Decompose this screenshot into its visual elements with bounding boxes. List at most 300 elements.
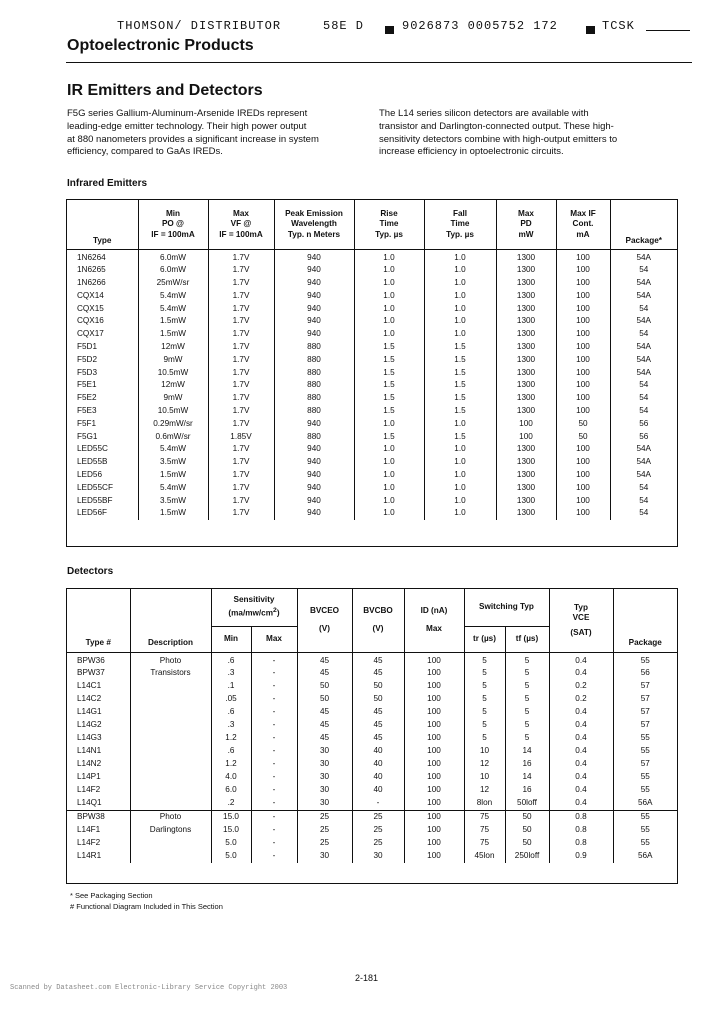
table-cell: 15.0 xyxy=(211,824,251,837)
emitter-row xyxy=(67,495,677,508)
table-cell: 0.4 xyxy=(549,771,613,784)
table-cell: 50 xyxy=(352,693,404,706)
table-cell: 45 xyxy=(352,719,404,732)
table-cell: 1.5mW xyxy=(138,469,208,482)
table-cell: 30 xyxy=(297,784,352,797)
col-sensitivity xyxy=(211,589,297,626)
table-cell: 1300 xyxy=(496,495,556,508)
table-cell: 10 xyxy=(464,771,505,784)
col-tr: tr (µs) xyxy=(464,626,505,652)
table-cell: 1.2 xyxy=(211,758,251,771)
sensitivity-label: Sensitivity xyxy=(233,595,275,605)
detector-row xyxy=(67,824,677,837)
table-cell: 1300 xyxy=(496,354,556,367)
table-cell: LED55C xyxy=(67,443,138,456)
bvcbo-label: BVCBO xyxy=(363,605,393,615)
detector-row xyxy=(67,745,677,758)
table-cell: Photo xyxy=(130,652,211,667)
table-cell: 50 xyxy=(297,680,352,693)
table-cell: Transistors xyxy=(130,667,211,680)
table-cell: 250loff xyxy=(505,850,549,863)
table-cell: 1.7V xyxy=(208,379,274,392)
table-cell: 1300 xyxy=(496,290,556,303)
table-cell: 1.5 xyxy=(354,354,424,367)
emitter-row xyxy=(67,443,677,456)
table-cell xyxy=(130,784,211,797)
table-cell: 100 xyxy=(556,379,610,392)
table-cell: 880 xyxy=(274,341,354,354)
table-cell: 55 xyxy=(640,655,650,665)
table-cell: 1.7V xyxy=(208,482,274,495)
detector-row xyxy=(67,784,677,797)
po-min-label: Min xyxy=(165,208,181,218)
table-cell: 45 xyxy=(297,719,352,732)
detectors-table-frame xyxy=(66,588,678,884)
table-cell: 54A xyxy=(636,457,652,467)
table-cell: LED55BF xyxy=(67,495,138,508)
table-cell: 54 xyxy=(639,380,649,390)
col-pd xyxy=(496,200,556,249)
header-numbers: 9026873 0005752 172 xyxy=(402,19,558,33)
rise-label-1: Rise xyxy=(380,208,398,218)
table-cell: 3.5mW xyxy=(138,456,208,469)
table-cell: 100 xyxy=(404,771,464,784)
table-cell: 5 xyxy=(505,706,549,719)
table-cell xyxy=(130,680,211,693)
table-cell: 54 xyxy=(639,329,649,339)
table-cell: - xyxy=(251,745,297,758)
header-tag: TCSK xyxy=(602,19,635,33)
table-cell: 100 xyxy=(556,341,610,354)
table-cell: 54 xyxy=(639,495,649,505)
emitters-title: Infrared Emitters xyxy=(67,178,148,189)
table-cell: 25 xyxy=(297,810,352,823)
table-cell: 1300 xyxy=(496,392,556,405)
table-cell: 1300 xyxy=(496,469,556,482)
table-cell: 1.5 xyxy=(354,367,424,380)
table-cell: 0.4 xyxy=(549,706,613,719)
emitters-header-row xyxy=(67,200,677,249)
table-cell: 100 xyxy=(556,328,610,341)
table-cell: BPW38 xyxy=(67,810,130,823)
table-cell: 100 xyxy=(556,443,610,456)
table-cell: 5 xyxy=(505,693,549,706)
table-cell: 6.0 xyxy=(211,784,251,797)
table-cell: 1300 xyxy=(496,443,556,456)
detectors-table xyxy=(67,589,677,863)
table-cell: - xyxy=(251,758,297,771)
col-description: Description xyxy=(130,589,211,652)
table-cell: 5 xyxy=(505,667,549,680)
table-cell: 1.5 xyxy=(424,341,496,354)
col-fall xyxy=(424,200,496,249)
col-peak xyxy=(274,200,354,249)
table-cell: CQX17 xyxy=(67,328,138,341)
table-cell: 100 xyxy=(556,507,610,520)
table-cell: 25 xyxy=(297,837,352,850)
table-cell: L14P1 xyxy=(67,771,130,784)
table-cell: 1300 xyxy=(496,328,556,341)
col-type: Type xyxy=(67,200,138,249)
table-cell: 1.0 xyxy=(354,328,424,341)
table-cell: 1300 xyxy=(496,507,556,520)
table-cell: 100 xyxy=(404,850,464,863)
table-cell: LED56F xyxy=(67,507,138,520)
table-cell: 940 xyxy=(274,443,354,456)
table-cell: 5 xyxy=(464,652,505,667)
table-cell: 880 xyxy=(274,405,354,418)
table-cell: 45 xyxy=(297,706,352,719)
table-cell: 100 xyxy=(404,652,464,667)
pd-label-3: mW xyxy=(518,229,534,239)
table-cell: F5E3 xyxy=(67,405,138,418)
table-cell: 1.5 xyxy=(354,405,424,418)
emitter-row xyxy=(67,264,677,277)
table-cell: 0.4 xyxy=(549,797,613,810)
table-cell: 100 xyxy=(404,837,464,850)
table-cell: - xyxy=(251,693,297,706)
detector-row xyxy=(67,693,677,706)
detector-row xyxy=(67,667,677,680)
pd-label-2: PD xyxy=(520,219,532,228)
table-cell: 1.7V xyxy=(208,328,274,341)
intro-right-line: The L14 series silicon detectors are available with xyxy=(379,108,589,119)
table-cell: 30 xyxy=(297,850,352,863)
peak-label-2: Wavelength xyxy=(291,219,337,228)
section-title: IR Emitters and Detectors xyxy=(67,82,263,99)
table-cell: 100 xyxy=(404,758,464,771)
table-cell: 57 xyxy=(640,681,650,691)
col-vf xyxy=(208,200,274,249)
table-cell: 6.0mW xyxy=(138,249,208,264)
table-cell: 1300 xyxy=(496,277,556,290)
table-cell: 1.0 xyxy=(424,443,496,456)
emitter-row xyxy=(67,379,677,392)
col-id xyxy=(404,589,464,652)
table-cell: 5 xyxy=(464,667,505,680)
table-cell: 8lon xyxy=(464,797,505,810)
table-cell: 10.5mW xyxy=(138,405,208,418)
detector-row xyxy=(67,652,677,667)
table-cell: CQX14 xyxy=(67,290,138,303)
table-cell: 1.5 xyxy=(424,379,496,392)
table-cell: 940 xyxy=(274,418,354,431)
table-cell: 1.7V xyxy=(208,249,274,264)
table-cell: 1.0 xyxy=(354,469,424,482)
table-cell: 75 xyxy=(464,824,505,837)
table-cell: .3 xyxy=(211,667,251,680)
table-cell: 1.0 xyxy=(354,443,424,456)
table-cell: 0.2 xyxy=(549,680,613,693)
table-cell xyxy=(130,850,211,863)
table-cell: BPW37 xyxy=(67,667,130,680)
table-cell: .1 xyxy=(211,680,251,693)
table-cell: 1.2 xyxy=(211,732,251,745)
table-cell: 1.7V xyxy=(208,495,274,508)
table-cell: - xyxy=(251,850,297,863)
table-cell xyxy=(130,745,211,758)
rise-label-3: Typ. µs xyxy=(375,229,403,239)
table-cell: 50 xyxy=(556,431,610,444)
sensitivity-unit-sup: 2 xyxy=(273,606,277,614)
table-cell: 56 xyxy=(640,668,650,678)
vf-if-label: IF = 100mA xyxy=(219,229,263,239)
table-cell: 56A xyxy=(637,850,653,860)
table-cell: 14 xyxy=(505,745,549,758)
table-cell: L14N1 xyxy=(67,745,130,758)
copyright-notice: Scanned by Datasheet.com Electronic-Library Service Copyright 2003 xyxy=(10,984,288,992)
sensitivity-unit-text: (ma/mw/cm xyxy=(228,608,274,618)
table-cell: 1300 xyxy=(496,341,556,354)
intro-right-line: sensitivity detectors combine with high-output emitters to xyxy=(379,133,618,145)
table-cell: 1.5mW xyxy=(138,315,208,328)
table-cell: 54A xyxy=(636,278,652,288)
vf-max-label: Max xyxy=(233,208,249,218)
col-po xyxy=(138,200,208,249)
table-cell: F5D1 xyxy=(67,341,138,354)
table-cell: 1.0 xyxy=(354,507,424,520)
sensitivity-unit xyxy=(212,606,297,619)
table-cell: 1.0 xyxy=(424,290,496,303)
table-cell xyxy=(130,771,211,784)
table-cell: 1.7V xyxy=(208,367,274,380)
table-cell: 1.5 xyxy=(424,392,496,405)
table-cell: 54 xyxy=(639,406,649,416)
table-cell: 940 xyxy=(274,328,354,341)
emitter-row xyxy=(67,249,677,264)
table-cell: 55 xyxy=(640,811,650,821)
table-cell: 100 xyxy=(404,706,464,719)
table-cell: LED55CF xyxy=(67,482,138,495)
table-cell: 0.4 xyxy=(549,745,613,758)
table-cell: 1.0 xyxy=(354,418,424,431)
table-cell: 1.0 xyxy=(354,277,424,290)
table-cell: - xyxy=(251,810,297,823)
table-cell: 5 xyxy=(464,706,505,719)
id-label: ID (nA) xyxy=(420,605,448,615)
table-cell: 940 xyxy=(274,303,354,316)
table-cell: L14F2 xyxy=(67,837,130,850)
table-cell: 5 xyxy=(464,732,505,745)
table-cell: 100 xyxy=(404,693,464,706)
table-cell: 1300 xyxy=(496,367,556,380)
page-number: 2-181 xyxy=(355,973,379,983)
table-cell: BPW36 xyxy=(67,652,130,667)
table-cell: 50 xyxy=(505,810,549,823)
detector-row xyxy=(67,719,677,732)
table-cell: 57 xyxy=(640,759,650,769)
table-cell: 1.7V xyxy=(208,303,274,316)
page-title: Optoelectronic Products xyxy=(67,37,254,54)
col-sens-min: Min xyxy=(211,626,251,652)
footnote-functional: # Functional Diagram Included in This Section xyxy=(70,902,223,911)
sensitivity-unit-close: ) xyxy=(276,608,280,618)
table-cell: 100 xyxy=(404,667,464,680)
table-cell: 100 xyxy=(496,418,556,431)
table-cell: 1.5 xyxy=(354,392,424,405)
table-cell xyxy=(130,797,211,810)
table-cell: LED56 xyxy=(67,469,138,482)
table-cell: 45 xyxy=(297,652,352,667)
col-if-cont xyxy=(556,200,610,249)
table-cell: 100 xyxy=(556,277,610,290)
peak-label-1: Peak Emission xyxy=(285,208,343,218)
table-cell xyxy=(130,706,211,719)
table-cell: 1.7V xyxy=(208,469,274,482)
table-cell: 0.8 xyxy=(549,837,613,850)
table-cell: L14N2 xyxy=(67,758,130,771)
table-cell: 5.4mW xyxy=(138,482,208,495)
table-cell: 5.0 xyxy=(211,837,251,850)
intro-right-line: increase efficiency in optoelectronic circuits. xyxy=(379,146,564,158)
col-det-type: Type # xyxy=(67,589,130,652)
col-package: Package* xyxy=(625,236,662,245)
table-cell: 1N6264 xyxy=(67,249,138,264)
table-cell: 100 xyxy=(556,495,610,508)
fall-label-3: Typ. µs xyxy=(446,229,474,239)
header-barcode-block-2 xyxy=(586,20,595,38)
table-cell: 1300 xyxy=(496,482,556,495)
detectors-body-darlingtons xyxy=(67,810,677,862)
table-cell xyxy=(130,837,211,850)
table-cell: 1.0 xyxy=(354,495,424,508)
distributor-name: THOMSON/ DISTRIBUTOR xyxy=(117,19,282,33)
table-cell: 55 xyxy=(640,785,650,795)
table-cell: 45 xyxy=(352,652,404,667)
fall-label-2: Time xyxy=(450,219,470,228)
table-cell: 54A xyxy=(636,470,652,480)
emitters-table xyxy=(67,200,677,520)
title-rule xyxy=(66,62,692,63)
table-cell: 1.5 xyxy=(424,405,496,418)
table-cell: 1.5 xyxy=(354,379,424,392)
pd-label-1: Max xyxy=(518,208,534,218)
table-cell: 45 xyxy=(352,706,404,719)
po-label: PO @ xyxy=(161,219,185,228)
table-cell: 940 xyxy=(274,264,354,277)
table-cell: 0.8 xyxy=(549,810,613,823)
table-cell: L14G1 xyxy=(67,706,130,719)
table-cell: 1.0 xyxy=(424,507,496,520)
table-cell: 1.0 xyxy=(424,264,496,277)
emitter-row xyxy=(67,290,677,303)
table-cell: 100 xyxy=(556,264,610,277)
table-cell: 1.0 xyxy=(424,249,496,264)
table-cell: 12mW xyxy=(138,341,208,354)
table-cell: 1.0 xyxy=(424,469,496,482)
table-cell: 30 xyxy=(297,758,352,771)
table-cell: 100 xyxy=(556,354,610,367)
table-cell: 100 xyxy=(556,315,610,328)
table-cell: 880 xyxy=(274,431,354,444)
table-cell: 30 xyxy=(297,745,352,758)
table-cell: 1.7V xyxy=(208,418,274,431)
table-cell: 940 xyxy=(274,456,354,469)
table-cell: 56 xyxy=(639,431,649,441)
header-rule-short xyxy=(646,30,690,31)
table-cell: 5.4mW xyxy=(138,303,208,316)
table-cell: 12 xyxy=(464,758,505,771)
table-cell: 45 xyxy=(297,732,352,745)
table-cell: 100 xyxy=(556,367,610,380)
table-cell: 40 xyxy=(352,745,404,758)
table-cell: 940 xyxy=(274,507,354,520)
table-cell: 1.5mW xyxy=(138,507,208,520)
table-cell: 1300 xyxy=(496,264,556,277)
intro-right xyxy=(379,108,689,159)
table-cell: F5F1 xyxy=(67,418,138,431)
table-cell: 1.5mW xyxy=(138,328,208,341)
table-cell: 1.7V xyxy=(208,341,274,354)
table-cell: 5 xyxy=(464,719,505,732)
cont-label-2: Cont. xyxy=(572,219,594,228)
table-cell: 1.0 xyxy=(354,482,424,495)
table-cell: 1.7V xyxy=(208,264,274,277)
detector-row xyxy=(67,732,677,745)
vce-sat-label: (SAT) xyxy=(570,627,592,637)
col-switching: Switching Typ xyxy=(464,589,549,626)
table-cell: 940 xyxy=(274,290,354,303)
table-cell: 9mW xyxy=(138,354,208,367)
table-cell: 54 xyxy=(639,265,649,275)
table-cell: 1.7V xyxy=(208,507,274,520)
table-cell: - xyxy=(251,652,297,667)
po-if-label: IF = 100mA xyxy=(151,229,195,239)
table-cell: 880 xyxy=(274,367,354,380)
table-cell: 54A xyxy=(636,367,652,377)
table-cell: 25mW/sr xyxy=(138,277,208,290)
table-cell: 100 xyxy=(556,469,610,482)
table-cell: 1.0 xyxy=(424,328,496,341)
table-cell: 25 xyxy=(352,837,404,850)
col-tf: tf (µs) xyxy=(505,626,549,652)
table-cell: 50 xyxy=(556,418,610,431)
header-barcode-block xyxy=(385,20,394,38)
table-cell: 1.5 xyxy=(424,431,496,444)
table-cell: 1.5 xyxy=(424,367,496,380)
table-cell: 1.0 xyxy=(424,277,496,290)
table-cell: 55 xyxy=(640,824,650,834)
table-cell: 1.0 xyxy=(354,303,424,316)
table-cell: 0.8 xyxy=(549,824,613,837)
table-cell: L14C2 xyxy=(67,693,130,706)
table-cell: .3 xyxy=(211,719,251,732)
table-cell: .05 xyxy=(211,693,251,706)
detectors-body-transistors xyxy=(67,652,677,810)
table-cell: 1.0 xyxy=(354,456,424,469)
table-cell: 100 xyxy=(556,290,610,303)
table-cell: 1N6265 xyxy=(67,264,138,277)
table-cell: Darlingtons xyxy=(130,824,211,837)
table-cell: 1.5 xyxy=(354,341,424,354)
table-cell: 30 xyxy=(297,771,352,784)
bvceo-unit: (V) xyxy=(319,624,330,634)
detector-row xyxy=(67,680,677,693)
table-cell: 1.7V xyxy=(208,290,274,303)
table-cell: L14F1 xyxy=(67,824,130,837)
table-cell: 14 xyxy=(505,771,549,784)
table-cell: 0.4 xyxy=(549,719,613,732)
table-cell: 1.0 xyxy=(354,290,424,303)
table-cell: 1.5 xyxy=(354,431,424,444)
table-cell: 100 xyxy=(556,392,610,405)
col-bvceo xyxy=(297,589,352,652)
fall-label-1: Fall xyxy=(452,208,468,218)
emitters-body xyxy=(67,249,677,520)
table-cell: 1.7V xyxy=(208,456,274,469)
table-cell: L14C1 xyxy=(67,680,130,693)
intro-left xyxy=(67,108,367,159)
